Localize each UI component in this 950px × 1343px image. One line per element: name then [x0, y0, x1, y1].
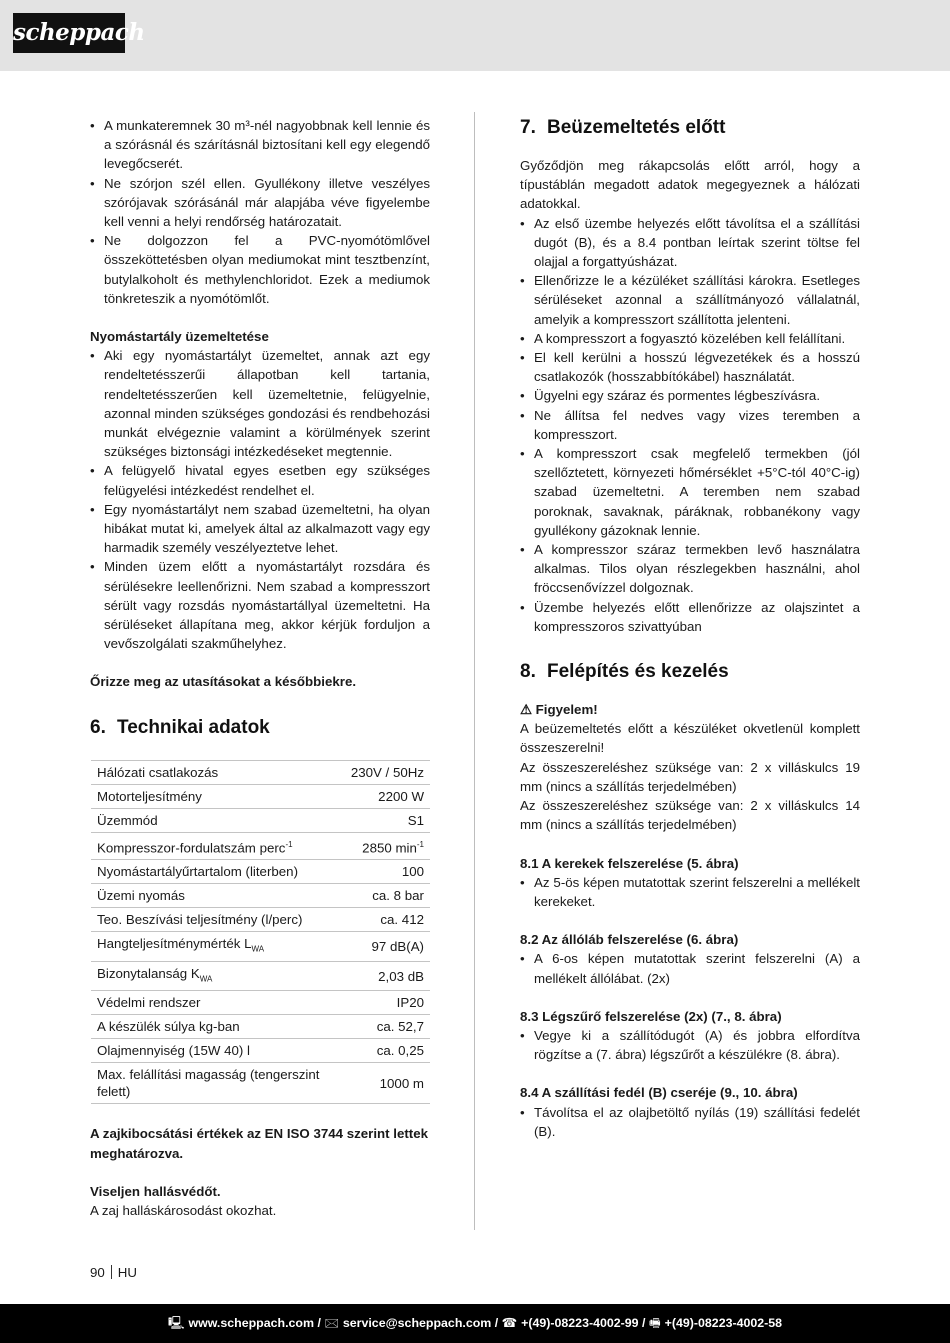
fax-icon: 🖷: [648, 1316, 661, 1330]
section-7-heading: [520, 116, 860, 140]
phone-icon: ☎: [501, 1316, 518, 1330]
table-row: [91, 991, 430, 1015]
email-link[interactable]: service@scheppach.com: [342, 1316, 492, 1330]
phone-number: +(49)-08223-4002-99: [521, 1316, 639, 1330]
table-row: [91, 808, 430, 832]
spec-value: ca. 412: [380, 912, 424, 928]
spec-value: 1000 m: [379, 1075, 424, 1091]
spec-label-superscript: -1: [285, 839, 293, 849]
warning-line: A beüzemeltetés előtt a készüléket okvetlenül komplett összeszerelni!: [520, 721, 860, 756]
subsection-heading: 8.1 A kerekek felszerelése (5. ábra): [520, 855, 739, 871]
spec-value-cell: [345, 961, 430, 991]
spec-label: Üzemi nyomás: [97, 888, 185, 904]
section-title: Beüzemeltetés előtt: [547, 117, 726, 138]
list-item: • A kompresszort csak megfelelő termekben (jól szellőztetett, környezeti hőmérséklet +5°C-tól 40°C-ig) szabad üzemeltetni. A teremben nem szabad poroknak, savaknak, páráknak, robbanékony vagy gyullékony gázoknak lennie.: [520, 444, 860, 540]
subsection-heading: 8.4 A szállítási fedél (B) cseréje (9., 10. ábra): [520, 1085, 798, 1101]
right-column: [520, 116, 860, 1141]
spec-value-cell: [345, 1015, 430, 1039]
list-item: • Ellenőrizze le a kézüléket szállítási károkra. Esetleges sérüléseket azonnal a szállítmányozó vállalatnál, amelyik a kompresszort szállította jelenteni.: [520, 271, 860, 329]
footer-separator: /: [642, 1316, 646, 1330]
list-item: • Ne szórjon szél ellen. Gyullékony illetve veszélyes szórójavak szórásánál már alapjába véve figyelembe kell venni a helyi rendőrség határozatait.: [90, 174, 430, 232]
list-item: • Vegye ki a szállítódugót (A) és jobbra elfordítva rögzítse a (7. ábra) légszűrőt a készülékre (8. ábra).: [520, 1026, 860, 1064]
column-divider: [474, 112, 475, 1230]
spec-label-cell: [91, 884, 345, 908]
section-title: Technikai adatok: [117, 716, 270, 738]
section-7-intro: Győződjön meg rákapcsolás előtt arról, hogy a típustáblán megadott adatok megegyeznek a hálózati adatokkal.: [520, 158, 860, 212]
table-row: [91, 860, 430, 884]
table-row: [91, 884, 430, 908]
spec-label-cell: [91, 1039, 345, 1063]
spec-value-cell: [345, 1063, 430, 1104]
spec-value-cell: [345, 808, 430, 832]
list-item: • El kell kerülni a hosszú légvezetékek és a hosszú csatlakozók (hosszabbítókábel) használatát.: [520, 348, 860, 386]
spec-label: Kompresszor-fordulatszám perc: [97, 840, 286, 856]
table-row: [91, 760, 430, 784]
subsection-list: [520, 1103, 860, 1141]
spec-value: 97 dB(A): [371, 938, 424, 954]
spec-value-cell: [345, 784, 430, 808]
spec-value-cell: [345, 860, 430, 884]
page-number-value: 90: [90, 1265, 105, 1280]
spec-label: Bizonytalanság K: [97, 965, 200, 981]
spec-value: IP20: [396, 995, 424, 1011]
spec-value: 2200 W: [378, 788, 424, 804]
pressure-tank-list: [90, 346, 430, 653]
list-item: • A kompresszort a fogyasztó közelében kell felállítani.: [520, 329, 860, 348]
spec-value-cell: [345, 832, 430, 859]
noise-standard-note: A zajkibocsátási értékek az EN ISO 3744 szerint lettek meghatározva.: [90, 1126, 429, 1161]
spec-value-superscript: -1: [416, 839, 424, 849]
list-item: • A kompresszor száraz termekben levő használatra alkalmas. Tilos olyan részlegekben használni, ahol fröccsenővízzel dolgoznak.: [520, 540, 860, 598]
list-item: • Minden üzem előtt a nyomástartályt rozsdára és sérülésekre leellenőrizni. Nem szabad a kompresszort sérült vagy rozsdás nyomástartállyal üzemeltetni. Ha sérüléseket állapítana meg, akkor kérjük forduljon a vevőszolgálati szakműhelyhez.: [90, 557, 430, 653]
list-item: • Aki egy nyomástartályt üzemeltet, annak azt egy rendeltetésszerűi állapotban kell tartania, rendeltetésszerűen kell üzemeltetnie, felügyelnie, azonnal minden szükséges gondozási és rendbehozási munkát elvégeznie valamint a körülmények szerint szükséges biztonsági intézkedéseket megtennie.: [90, 346, 430, 461]
warning-triangle-icon: ⚠: [520, 702, 532, 718]
section-8-heading: [520, 660, 860, 684]
warning-text: [520, 719, 860, 834]
spec-label-cell: [91, 784, 345, 808]
spec-label: Olajmennyiség (15W 40) l: [97, 1043, 250, 1059]
spec-label: Hálózati csatlakozás: [97, 764, 219, 780]
subsection-list: [520, 873, 860, 911]
spec-label: A készülék súlya kg-ban: [97, 1019, 240, 1035]
hearing-damage-text: A zaj halláskárosodást okozhat.: [90, 1203, 277, 1219]
spec-value-cell: [345, 884, 430, 908]
spec-label-cell: [91, 832, 345, 859]
spec-label: Nyomástartályűrtartalom (literben): [97, 864, 298, 880]
spec-label-cell: [91, 1063, 345, 1104]
spec-value: S1: [407, 812, 424, 828]
spec-value-cell: [345, 1039, 430, 1063]
table-row: [91, 932, 430, 962]
spec-value-cell: [345, 991, 430, 1015]
page-number: [90, 1265, 137, 1280]
spec-value: 2,03 dB: [378, 968, 424, 984]
spec-value: ca. 52,7: [376, 1019, 424, 1035]
warning-heading: Figyelem!: [535, 702, 598, 718]
list-item: • Egy nyomástartályt nem szabad üzemeltetni, ha olyan hibákat mutat ki, amelyek által az alkalmazott vagy egy harmadik személy veszélyeztetve lehet.: [90, 500, 430, 558]
computer-icon: 🖳: [167, 1316, 185, 1330]
section-number: 7.: [520, 117, 536, 138]
technical-data-table: [91, 760, 430, 1105]
spec-label: Max. felállítási magasság (tengerszint felett): [97, 1067, 320, 1100]
list-item: • Az első üzembe helyezés előtt távolítsa el a szállítási dugót (B), és a 8.4 pontban leírtak szerint töltse fel olajjal a forgattyúsházat.: [520, 214, 860, 272]
warning-line: Az összeszereléshez szüksége van: 2 x villáskulcs 14 mm (nincs a szállítás terjedelmében): [520, 798, 860, 833]
spec-label: Motorteljesítmény: [97, 788, 202, 804]
spec-label-cell: [91, 908, 345, 932]
contact-footer: [0, 1304, 950, 1343]
subsection-list: [520, 949, 860, 987]
spec-value-cell: [345, 908, 430, 932]
table-row: [91, 1015, 430, 1039]
hearing-protection-heading: Viseljen hallásvédőt.: [90, 1183, 221, 1199]
warning-heading-row: [520, 700, 860, 719]
brand-logo: scheppach: [13, 13, 125, 53]
footer-separator: /: [494, 1316, 499, 1330]
subsection-heading: 8.2 Az állóláb felszerelése (6. ábra): [520, 932, 739, 948]
email-icon: 🖂: [324, 1316, 339, 1330]
spec-label: Hangteljesítménymérték L: [97, 936, 252, 952]
subsection-list: [520, 1026, 860, 1064]
spec-label-subscript: WA: [251, 944, 265, 954]
spec-label: Teo. Beszívási teljesítmény (l/perc): [97, 912, 303, 928]
fax-number: +(49)-08223-4002-58: [664, 1316, 783, 1330]
list-item: • Az 5-ös képen mutatottak szerint felszerelni a mellékelt kerekeket.: [520, 873, 860, 911]
website-link[interactable]: www.scheppach.com: [188, 1316, 314, 1330]
table-row: [91, 1039, 430, 1063]
spec-value: 2850 min: [362, 840, 417, 856]
list-item: • Üzembe helyezés előtt ellenőrizze az olajszintet a kompresszoros szivattyúban: [520, 598, 860, 636]
left-column: [90, 116, 430, 1220]
spec-label-cell: [91, 860, 345, 884]
spec-label-subscript: WA: [199, 974, 213, 984]
list-item: • Ügyelni egy száraz és pormentes légbeszívásra.: [520, 386, 860, 405]
spec-value: ca. 8 bar: [372, 888, 424, 904]
keep-instructions-note: Őrizze meg az utasításokat a későbbiekre.: [90, 674, 357, 690]
section-6-heading: [90, 716, 430, 740]
warning-line: Az összeszereléshez szüksége van: 2 x villáskulcs 19 mm (nincs a szállítás terjedelmében): [520, 759, 860, 794]
intro-bullet-list: [90, 116, 430, 308]
spec-label-cell: [91, 932, 345, 962]
list-item: • Ne állítsa fel nedves vagy vizes teremben a kompresszort.: [520, 406, 860, 444]
spec-label-cell: [91, 961, 345, 991]
spec-label-cell: [91, 760, 345, 784]
table-row: [91, 832, 430, 859]
section-number: 8.: [520, 661, 536, 683]
section-number: 6.: [90, 716, 106, 738]
footer-separator: /: [317, 1316, 321, 1330]
page-language: HU: [117, 1265, 138, 1280]
list-item: • A munkateremnek 30 m³-nél nagyobbnak kell lennie és a szórásnál és szárításnál biztosítani kell egy elegendő levegőcserét.: [90, 116, 430, 174]
spec-value: 100: [401, 864, 424, 880]
table-row: [91, 908, 430, 932]
table-row: [91, 784, 430, 808]
table-row: [91, 1063, 430, 1104]
page-number-separator: [111, 1265, 112, 1279]
spec-label-cell: [91, 991, 345, 1015]
spec-value: 230V / 50Hz: [350, 764, 424, 780]
list-item: • A 6-os képen mutatottak szerint felszerelni (A) a mellékelt állólábat. (2x): [520, 949, 860, 987]
section-7-list: [520, 214, 860, 636]
list-item: • A felügyelő hivatal egyes esetben egy szükséges felügyelési intézkedést rendelhet el.: [90, 461, 430, 499]
spec-label: Védelmi rendszer: [97, 995, 201, 1011]
list-item: • Távolítsa el az olajbetöltő nyílás (19) szállítási fedelét (B).: [520, 1103, 860, 1141]
table-row: [91, 961, 430, 991]
spec-value-cell: [345, 932, 430, 962]
section-title: Felépítés és kezelés: [547, 661, 729, 683]
spec-value-cell: [345, 760, 430, 784]
pressure-tank-heading: Nyomástartály üzemeltetése: [90, 329, 269, 345]
spec-label-cell: [91, 808, 345, 832]
list-item: • Ne dolgozzon fel a PVC-nyomótömlővel összeköttetésben olyan mediumokat mint tesztbenzínt, butylalkoholt és methylenchloridot. Ezek a mediumok tönkreteszik a nyomótömlőt.: [90, 231, 430, 308]
spec-label-cell: [91, 1015, 345, 1039]
assembly-subsections: [520, 835, 860, 1141]
page-header: [0, 0, 950, 71]
spec-value: ca. 0,25: [376, 1043, 424, 1059]
subsection-heading: 8.3 Légszűrő felszerelése (2x) (7., 8. ábra): [520, 1008, 782, 1024]
spec-label: Üzemmód: [97, 812, 158, 828]
